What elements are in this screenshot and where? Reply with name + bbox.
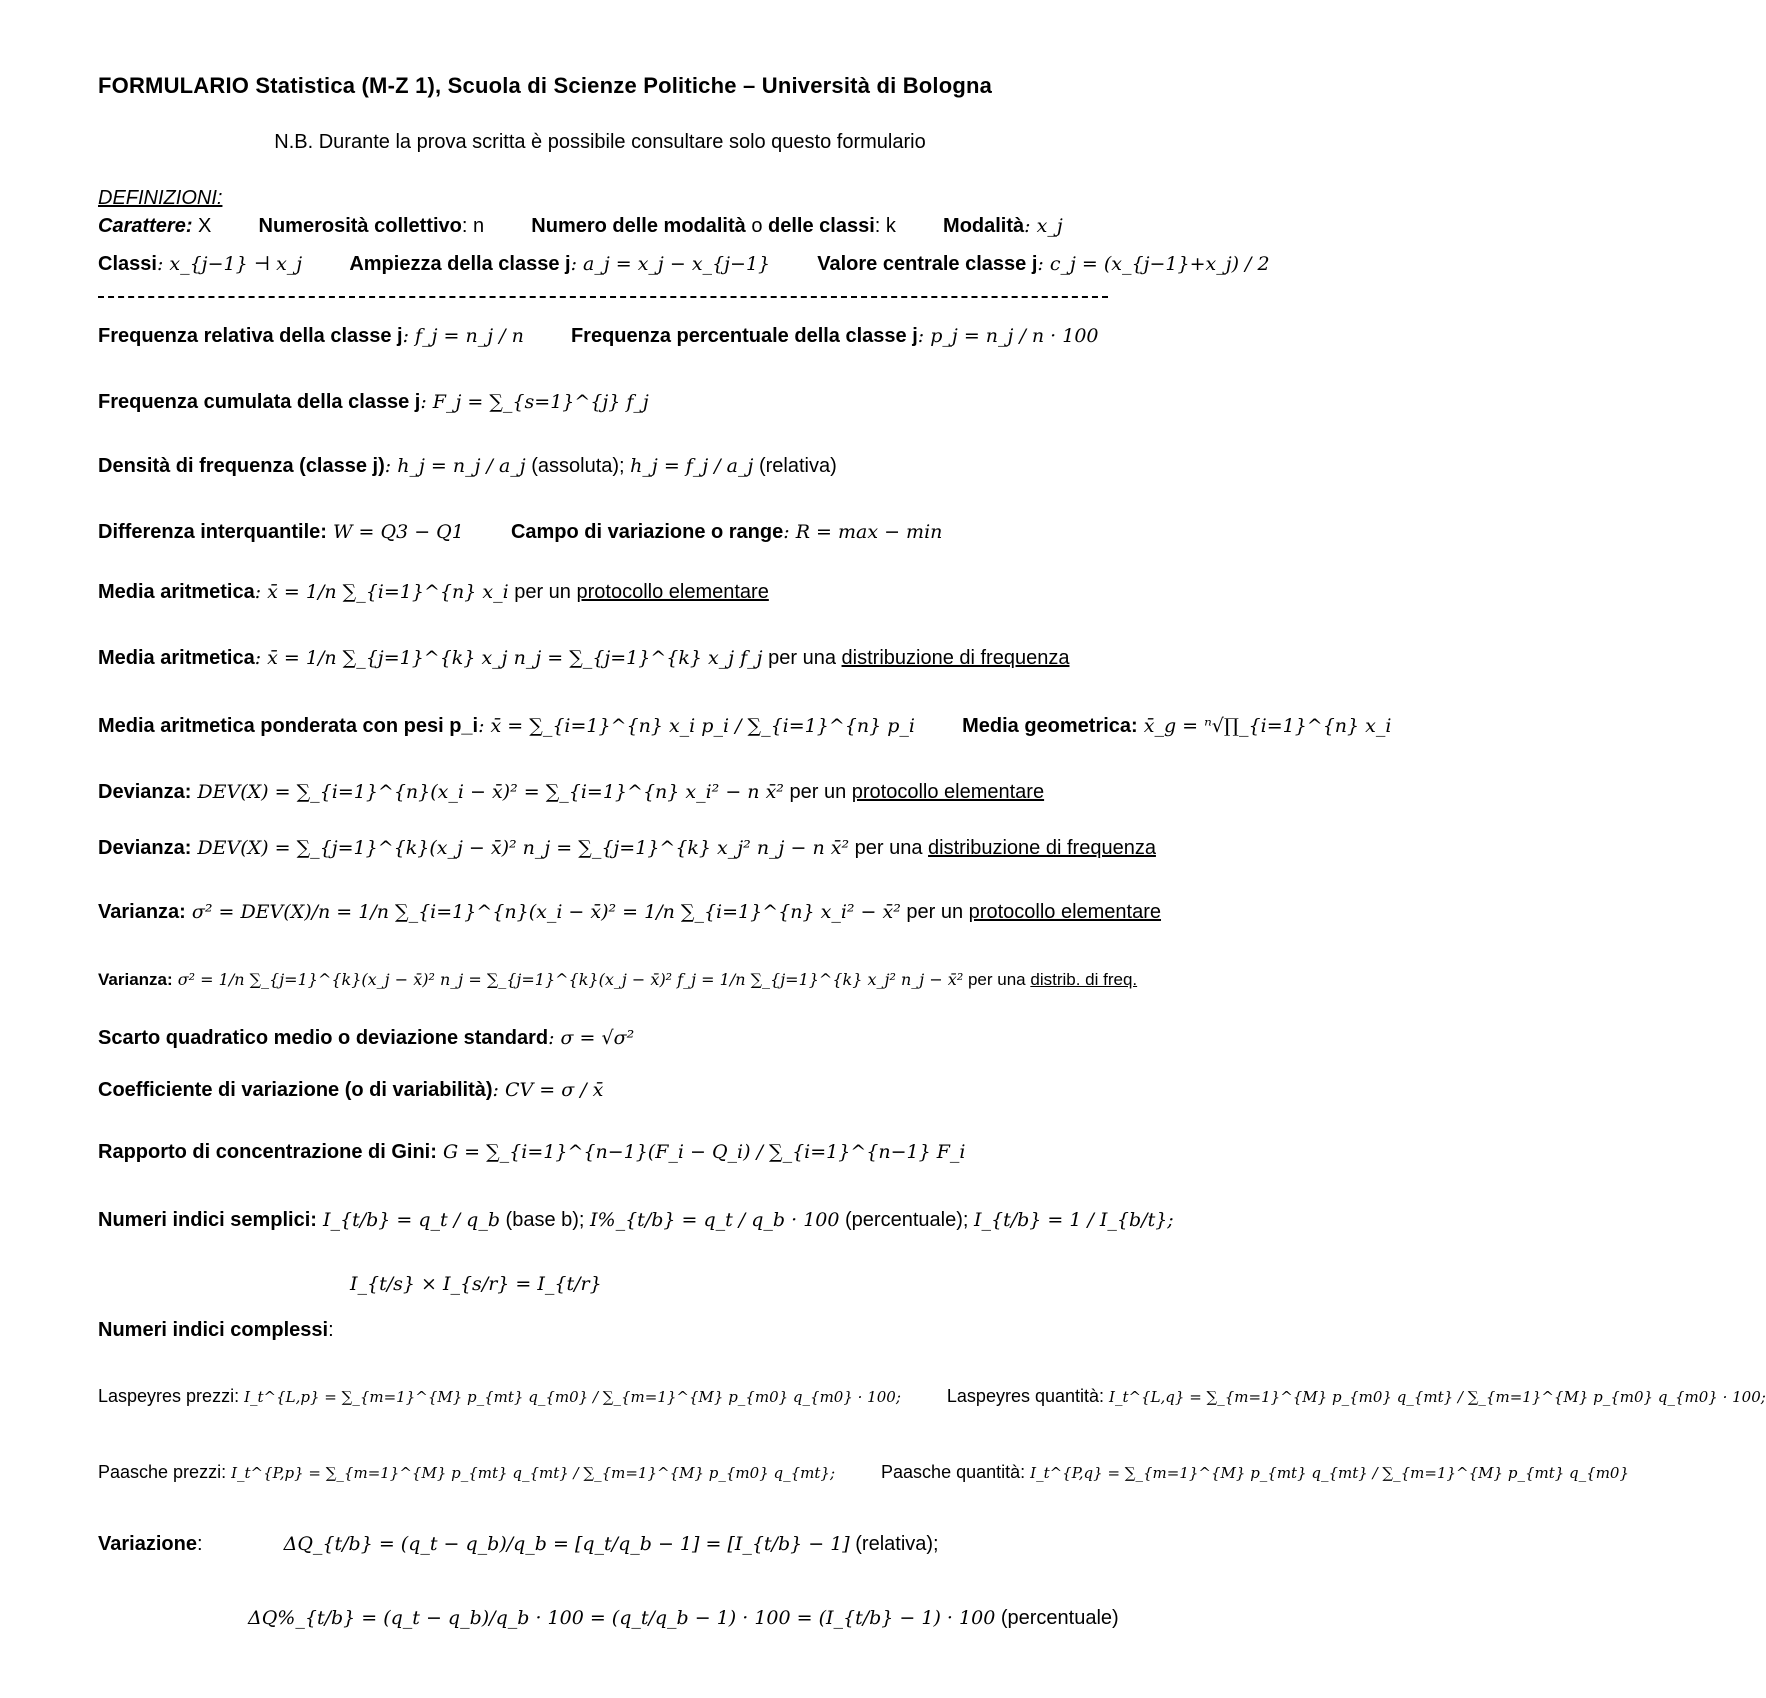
formula-text-2: Paasche quantità: [881, 1462, 1031, 1482]
formula-text-1: per un [900, 901, 969, 923]
valore-centrale-value: : c_j = (x_{j−1}+x_j) / 2 [1037, 253, 1270, 275]
formula-text-2: (relativa) [753, 455, 837, 477]
formula-densita [98, 452, 1140, 480]
num-modalita-label: Numero delle modalità [531, 215, 746, 237]
formula-text-2: (percentuale) [995, 1607, 1119, 1629]
modalita-value: : x_j [1024, 215, 1063, 237]
formula-expr-2: h_j = f_j / a_j [630, 455, 754, 477]
formula-text-2: Laspeyres quantità: [946, 1386, 1110, 1406]
formula-expr: I_{t/b} = q_t / q_b [316, 1209, 500, 1231]
formula-link: distribuzione di frequenza [841, 647, 1070, 669]
carattere-label: Carattere: [98, 215, 193, 237]
formula-text-1: : [328, 1319, 334, 1341]
formula-text-1: per un [508, 581, 577, 603]
formula-expr: σ² = 1/n ∑_{j=1}^{k}(x_j − x̄)² n_j = ∑_{j=1}^{k}(x_j − x̄)² f_j = 1/n ∑_{j=1}^{k} x_j² n_j − x̄² [172, 970, 964, 989]
formula-text-1: (base b); [499, 1209, 591, 1231]
formula-expr: DEV(X) = ∑_{j=1}^{k}(x_j − x̄)² n_j = ∑_{j=1}^{k} x_j² n_j − n x̄² [191, 837, 850, 859]
numerosita-value: : n [461, 215, 485, 237]
formula-label: Densità di frequenza (classe j) [98, 455, 385, 477]
formula-expr: ΔQ_{t/b} = (q_t − q_b)/q_b = [q_t/q_b − 1] = [I_{t/b} − 1] [283, 1533, 850, 1555]
formula-expr: : σ = √σ² [548, 1027, 635, 1049]
numerosita-label: Numerosità collettivo [258, 215, 462, 237]
formula-label: Frequenza cumulata della classe j [98, 391, 421, 413]
formula-expr-2: I_t^{L,q} = ∑_{m=1}^{M} p_{m0} q_{mt} / ∑_{m=1}^{M} p_{m0} q_{m0} · 100; [1109, 1388, 1766, 1406]
formula-label-2: Media geometrica: [962, 715, 1138, 737]
formula-media-elementare [98, 578, 1140, 606]
formula-text-1: per una [963, 970, 1031, 989]
formula-paasche [98, 1458, 1630, 1487]
formula-link: protocollo elementare [968, 901, 1162, 923]
formula-text-1: per un [783, 781, 852, 803]
formula-expr: : x̄ = 1/n ∑_{j=1}^{k} x_j n_j = ∑_{j=1}^{k} x_j f_j [254, 647, 763, 669]
classi-label: Classi [98, 253, 157, 275]
formula-expr: W = Q3 − Q1 [326, 521, 464, 543]
num-modalita-value: : k [874, 215, 896, 237]
definitions-row-1 [98, 212, 1140, 240]
formula-expr: I_t^{L,p} = ∑_{m=1}^{M} p_{mt} q_{m0} / ∑_{m=1}^{M} p_{m0} q_{m0} · 100; [244, 1388, 901, 1406]
formula-text-1: per una [762, 647, 842, 669]
formula-expr-2: : p_j = n_j / n · 100 [917, 325, 1099, 347]
classi-value: : x_{j−1} ⊣ x_j [156, 253, 303, 275]
formula-expr-2: : R = max − min [783, 521, 943, 543]
formula-expr-2: I_t^{P,q} = ∑_{m=1}^{M} p_{mt} q_{mt} / ∑_{m=1}^{M} p_{mt} q_{m0} [1030, 1464, 1630, 1482]
formula-label: Rapporto di concentrazione di Gini: [98, 1141, 437, 1163]
formula-text-2: (relativa); [849, 1533, 939, 1555]
carattere-value: X [198, 215, 212, 237]
page-title: FORMULARIO Statistica (M-Z 1), Scuola di Scienze Politiche – Università di Bologna [98, 73, 993, 98]
formula-gini [98, 1138, 1140, 1166]
formula-varianza-elementare [98, 898, 1162, 926]
formula-link: distrib. di freq. [1030, 970, 1138, 989]
formula-expr: : x̄ = 1/n ∑_{i=1}^{n} x_i [254, 581, 509, 603]
formula-expr: : h_j = n_j / a_j [384, 455, 526, 477]
formula-variazione-percentuale [248, 1604, 1140, 1632]
definitions-title: DEFINIZIONI: [98, 187, 223, 209]
formula-text-1: : [196, 1533, 209, 1555]
formula-label: Frequenza relativa della classe j [98, 325, 403, 347]
num-modalita-mid: o [745, 215, 769, 237]
formula-label: Media aritmetica [98, 647, 255, 669]
formula-label: Numeri indici semplici: [98, 1209, 317, 1231]
formula-text-1: Paasche prezzi: [98, 1462, 232, 1482]
formula-numeri-indici-semplici [98, 1206, 1174, 1234]
definitions-heading [98, 184, 1140, 212]
formula-label: Differenza interquantile: [98, 521, 327, 543]
formula-numeri-indici-complessi [98, 1316, 1140, 1344]
formula-media-ponderata [98, 712, 1392, 740]
formula-devianza-distribuzione [98, 834, 1156, 862]
formula-frequenza-cumulata [98, 388, 1140, 416]
formula-label: Numeri indici complessi [98, 1319, 329, 1341]
formula-varianza-distribuzione [98, 966, 1140, 994]
formula-label: Devianza: [98, 781, 192, 803]
formula-expr: DEV(X) = ∑_{i=1}^{n}(x_i − x̄)² = ∑_{i=1}^{n} x_i² − n x̄² [191, 781, 784, 803]
formula-expr-3: I_{t/b} = 1 / I_{b/t}; [973, 1209, 1174, 1231]
formula-label: Media aritmetica ponderata con pesi p_i [98, 715, 479, 737]
formula-expr: : CV = σ / x̄ [492, 1079, 604, 1101]
formula-frequenza-relativa [98, 322, 1140, 350]
formula-expr: G = ∑_{i=1}^{n−1}(F_i − Q_i) / ∑_{i=1}^{n−1} F_i [436, 1141, 966, 1163]
formula-expr: : F_j = ∑_{s=1}^{j} f_j [420, 391, 649, 413]
formula-coefficiente-variazione [98, 1076, 1140, 1104]
page-note: N.B. Durante la prova scritta è possibile consultare solo questo formulario [274, 131, 926, 153]
formula-expr: I_{t/s} × I_{s/r} = I_{t/r} [350, 1273, 602, 1295]
formula-text-2: (percentuale); [839, 1209, 974, 1231]
formula-label: Varianza: [98, 901, 186, 923]
formula-expr: ΔQ%_{t/b} = (q_t − q_b)/q_b · 100 = (q_t/q_b − 1) · 100 = (I_{t/b} − 1) · 100 [248, 1607, 996, 1629]
formula-label: Coefficiente di variazione (o di variabilità) [98, 1079, 493, 1101]
formula-indici-composizione [350, 1270, 1140, 1298]
formula-label: Scarto quadratico medio o deviazione standard [98, 1027, 549, 1049]
formula-link: protocollo elementare [851, 781, 1045, 803]
formula-expr-2: x̄_g = ⁿ√∏_{i=1}^{n} x_i [1137, 715, 1392, 737]
ampiezza-label: Ampiezza della classe j [349, 253, 571, 275]
formula-label: Media aritmetica [98, 581, 255, 603]
num-classi-label: delle classi [768, 215, 875, 237]
formula-variazione-relativa [98, 1530, 1140, 1558]
valore-centrale-label: Valore centrale classe j [817, 253, 1038, 275]
formula-label: Devianza: [98, 837, 192, 859]
formula-expr: σ² = DEV(X)/n = 1/n ∑_{i=1}^{n}(x_i − x̄)² = 1/n ∑_{i=1}^{n} x_i² − x̄² [185, 901, 901, 923]
formula-text-1: (assoluta); [525, 455, 631, 477]
formula-link: protocollo elementare [576, 581, 769, 603]
ampiezza-value: : a_j = x_j − x_{j−1} [570, 253, 771, 275]
formula-expr: : x̄ = ∑_{i=1}^{n} x_i p_i / ∑_{i=1}^{n} p_i [478, 715, 915, 737]
formula-expr: : f_j = n_j / n [402, 325, 524, 347]
formula-interquantile [98, 518, 1140, 546]
formula-text-1: Laspeyres prezzi: [98, 1386, 245, 1406]
formula-label-2: Campo di variazione o range [510, 521, 784, 543]
formula-expr-2: I%_{t/b} = q_t / q_b · 100 [590, 1209, 840, 1231]
formula-label: Variazione [98, 1533, 197, 1555]
formula-label: Varianza: [98, 970, 173, 989]
definitions-row-2 [98, 250, 1270, 278]
formula-deviazione-standard [98, 1024, 1140, 1052]
formula-link: distribuzione di frequenza [928, 837, 1156, 859]
separator-dashed [98, 296, 1108, 298]
formula-label-2: Frequenza percentuale della classe j [570, 325, 918, 347]
formula-expr: I_t^{P,p} = ∑_{m=1}^{M} p_{mt} q_{mt} / ∑_{m=1}^{M} p_{m0} q_{mt}; [231, 1464, 835, 1482]
formula-media-distribuzione [98, 644, 1140, 672]
formula-devianza-elementare [98, 778, 1140, 806]
formula-laspeyres [98, 1382, 1766, 1411]
formula-text-1: per una [849, 837, 929, 859]
modalita-label: Modalità [943, 215, 1025, 237]
